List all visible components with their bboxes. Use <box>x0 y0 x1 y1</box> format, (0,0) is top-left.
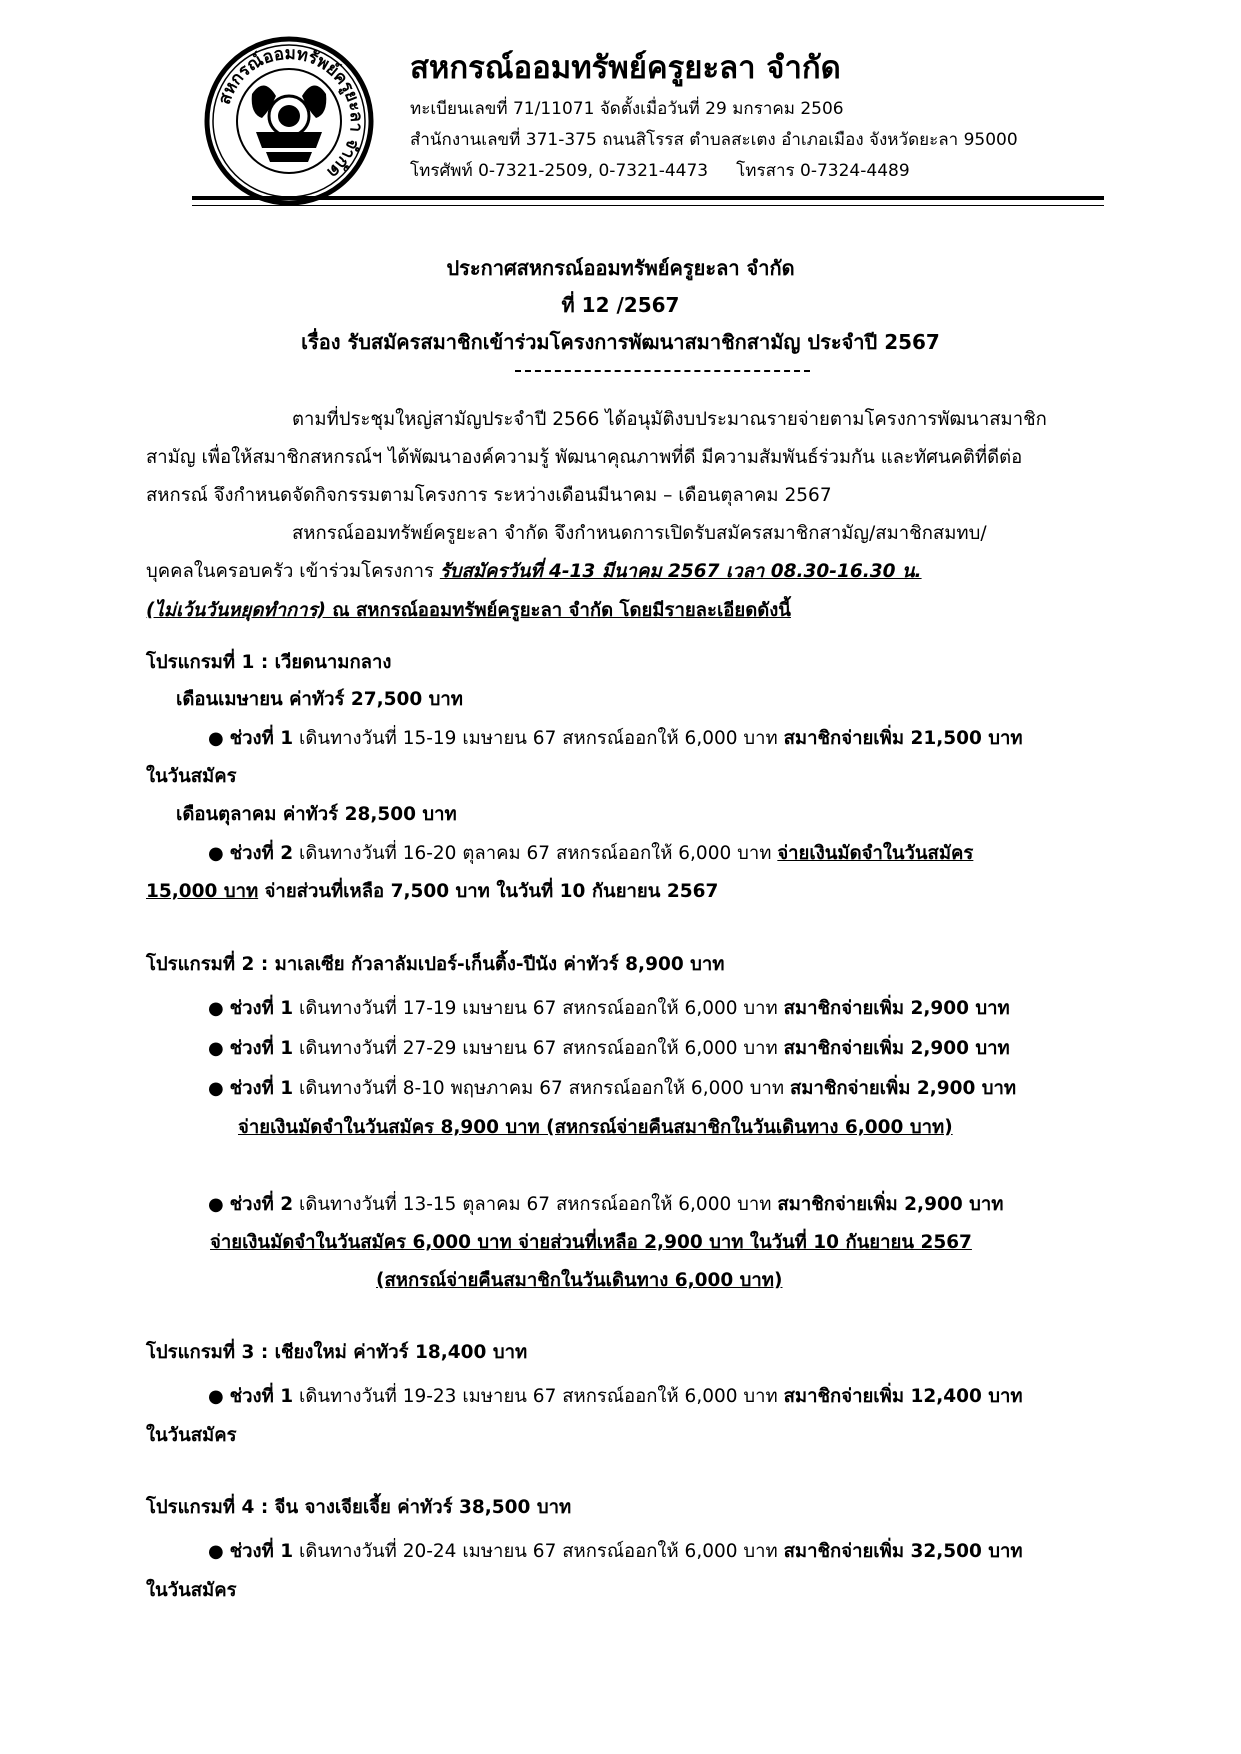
round-text: เดินทางวันที่ 13-15 ตุลาคม 67 สหกรณ์ออกให้ 6,000 บาท <box>293 1194 778 1215</box>
balance-text: จ่ายส่วนที่เหลือ 7,500 บาท ในวันที่ 10 กันยายน 2567 <box>258 881 719 902</box>
program-1-title: โปรแกรมที่ 1 : เวียดนามกลาง <box>146 652 392 673</box>
bullet-icon: ● <box>208 1038 224 1059</box>
program-1-round-2 <box>208 839 973 868</box>
program-2-round-1-deposit-note: จ่ายเงินมัดจำในวันสมัคร 8,900 บาท (สหกรณ์จ่ายคืนสมาชิกในวันเดินทาง 6,000 บาท) <box>238 1117 953 1138</box>
announcement-title: ประกาศสหกรณ์ออมทรัพย์ครูยะลา จำกัด <box>446 256 795 280</box>
deposit-text: จ่ายเงินมัดจำในวันสมัคร <box>777 843 974 864</box>
program-1-round-1-cont: ในวันสมัคร <box>146 766 237 787</box>
intro-p1-line2: สามัญ เพื่อให้สมาชิกสหกรณ์ฯ ได้พัฒนาองค์ความรู้ พัฒนาคุณภาพที่ดี มีความสัมพันธ์ร่วมกัน และทัศนคติที่ดีต่อ <box>146 447 1023 468</box>
round-label: ช่วงที่ 1 <box>229 1541 294 1562</box>
announcement-number: ที่ 12 /2567 <box>561 293 680 317</box>
program-1-october-heading: เดือนตุลาคม ค่าทัวร์ 28,500 บาท <box>176 804 457 825</box>
program-3-round-1 <box>208 1382 1023 1411</box>
round-text: เดินทางวันที่ 19-23 เมษายน 67 สหกรณ์ออกให้ 6,000 บาท <box>293 1386 784 1407</box>
round-label: ช่วงที่ 2 <box>229 843 294 864</box>
round-text: เดินทางวันที่ 20-24 เมษายน 67 สหกรณ์ออกให้ 6,000 บาท <box>293 1541 784 1562</box>
member-extra-payment: สมาชิกจ่ายเพิ่ม 32,500 บาท <box>783 1541 1023 1562</box>
program-2-round-d <box>208 1190 1003 1219</box>
round-label: ช่วงที่ 1 <box>229 1386 294 1407</box>
round-label: ช่วงที่ 1 <box>229 1078 294 1099</box>
program-2-round-b <box>208 1034 1010 1063</box>
contact-line <box>410 157 910 184</box>
member-extra-payment: สมาชิกจ่ายเพิ่ม 2,900 บาท <box>783 1038 1010 1059</box>
venue-text: ณ สหกรณ์ออมทรัพย์ครูยะลา จำกัด โดยมีรายละเอียดดังนี้ <box>325 600 791 621</box>
program-2-round-a <box>208 994 1010 1023</box>
intro-p1-line3: สหกรณ์ จึงกำหนดจัดกิจกรรมตามโครงการ ระหว่างเดือนมีนาคม – เดือนตุลาคม 2567 <box>146 485 832 506</box>
registration-period: รับสมัครวันที่ 4-13 มีนาคม 2567 เวลา 08.30-16.30 น. <box>439 561 922 582</box>
program-3-round-1-cont: ในวันสมัคร <box>146 1425 237 1446</box>
program-3-title: โปรแกรมที่ 3 : เชียงใหม่ ค่าทัวร์ 18,400 บาท <box>146 1342 528 1363</box>
intro-p2-line2 <box>146 557 922 586</box>
registration-line: ทะเบียนเลขที่ 71/11071 จัดตั้งเมื่อวันที่ 29 มกราคม 2506 <box>410 99 844 119</box>
round-text: เดินทางวันที่ 27-29 เมษายน 67 สหกรณ์ออกให้ 6,000 บาท <box>293 1038 784 1059</box>
program-4-title: โปรแกรมที่ 4 : จีน จางเจียเจี้ย ค่าทัวร์ 38,500 บาท <box>146 1497 572 1518</box>
member-extra-payment: สมาชิกจ่ายเพิ่ม 12,400 บาท <box>783 1386 1023 1407</box>
round-text: เดินทางวันที่ 8-10 พฤษภาคม 67 สหกรณ์ออกให้ 6,000 บาท <box>293 1078 790 1099</box>
svg-text:สหกรณ์ออมทรัพย์ครูยะลา จำกัด: สหกรณ์ออมทรัพย์ครูยะลา จำกัด <box>214 43 367 182</box>
intro-p2-line1: สหกรณ์ออมทรัพย์ครูยะลา จำกัด จึงกำหนดการเปิดรับสมัครสมาชิกสามัญ/สมาชิกสมทบ/ <box>292 523 987 544</box>
program-1-round-2-cont <box>146 877 718 906</box>
title-divider <box>515 370 810 372</box>
bullet-icon: ● <box>208 1541 224 1562</box>
round-label: ช่วงที่ 1 <box>229 998 294 1019</box>
intro-p2-line2-a: บุคคลในครอบครัว เข้าร่วมโครงการ <box>146 561 440 582</box>
program-2-title: โปรแกรมที่ 2 : มาเลเซีย กัวลาลัมเปอร์-เก็นติ้ง-ปีนัง ค่าทัวร์ 8,900 บาท <box>146 954 725 975</box>
program-2-round-2-refund-note: (สหกรณ์จ่ายคืนสมาชิกในวันเดินทาง 6,000 บาท) <box>376 1270 783 1291</box>
announcement-subject: เรื่อง รับสมัครสมาชิกเข้าร่วมโครงการพัฒนาสมาชิกสามัญ ประจำปี 2567 <box>301 330 940 354</box>
bullet-icon: ● <box>208 843 224 864</box>
deposit-amount: 15,000 บาท <box>146 881 259 902</box>
member-extra-payment: สมาชิกจ่ายเพิ่ม 21,500 บาท <box>783 728 1023 749</box>
program-2-round-2-deposit-note: จ่ายเงินมัดจำในวันสมัคร 6,000 บาท จ่ายส่วนที่เหลือ 2,900 บาท ในวันที่ 10 กันยายน 2567 <box>210 1232 972 1253</box>
intro-p2-line3 <box>146 596 791 625</box>
intro-p1-line1: ตามที่ประชุมใหญ่สามัญประจำปี 2566 ได้อนุมัติงบประมาณรายจ่ายตามโครงการพัฒนาสมาชิก <box>292 409 1047 430</box>
org-name: สหกรณ์ออมทรัพย์ครูยะลา จำกัด <box>410 50 841 86</box>
header-rule-thick <box>192 196 1104 200</box>
program-1-round-1 <box>208 724 1023 753</box>
round-text: เดินทางวันที่ 16-20 ตุลาคม 67 สหกรณ์ออกให้ 6,000 บาท <box>293 843 778 864</box>
member-extra-payment: สมาชิกจ่ายเพิ่ม 2,900 บาท <box>783 998 1010 1019</box>
header-rule-thin <box>192 205 1104 206</box>
fax-text: โทรสาร 0-7324-4489 <box>736 161 910 181</box>
bullet-icon: ● <box>208 728 224 749</box>
cooperative-seal-logo <box>204 36 374 206</box>
round-text: เดินทางวันที่ 17-19 เมษายน 67 สหกรณ์ออกให้ 6,000 บาท <box>293 998 784 1019</box>
program-2-round-c <box>208 1074 1016 1103</box>
member-extra-payment: สมาชิกจ่ายเพิ่ม 2,900 บาท <box>789 1078 1017 1099</box>
program-4-round-1-cont: ในวันสมัคร <box>146 1580 237 1601</box>
bullet-icon: ● <box>208 1078 224 1099</box>
member-extra-payment: สมาชิกจ่ายเพิ่ม 2,900 บาท <box>777 1194 1004 1215</box>
bullet-icon: ● <box>208 998 224 1019</box>
bullet-icon: ● <box>208 1194 224 1215</box>
phone-text: โทรศัพท์ 0-7321-2509, 0-7321-4473 <box>410 161 709 181</box>
no-holiday-note: (ไม่เว้นวันหยุดทำการ) <box>146 600 326 621</box>
address-line: สำนักงานเลขที่ 371-375 ถนนสิโรรส ตำบลสะเตง อำเภอเมือง จังหวัดยะลา 95000 <box>410 130 1018 150</box>
bullet-icon: ● <box>208 1386 224 1407</box>
round-label: ช่วงที่ 1 <box>229 1038 294 1059</box>
program-1-april-heading: เดือนเมษายน ค่าทัวร์ 27,500 บาท <box>176 689 464 710</box>
round-label: ช่วงที่ 1 <box>229 728 294 749</box>
round-text: เดินทางวันที่ 15-19 เมษายน 67 สหกรณ์ออกให้ 6,000 บาท <box>293 728 784 749</box>
program-4-round-1 <box>208 1537 1023 1566</box>
round-label: ช่วงที่ 2 <box>229 1194 294 1215</box>
